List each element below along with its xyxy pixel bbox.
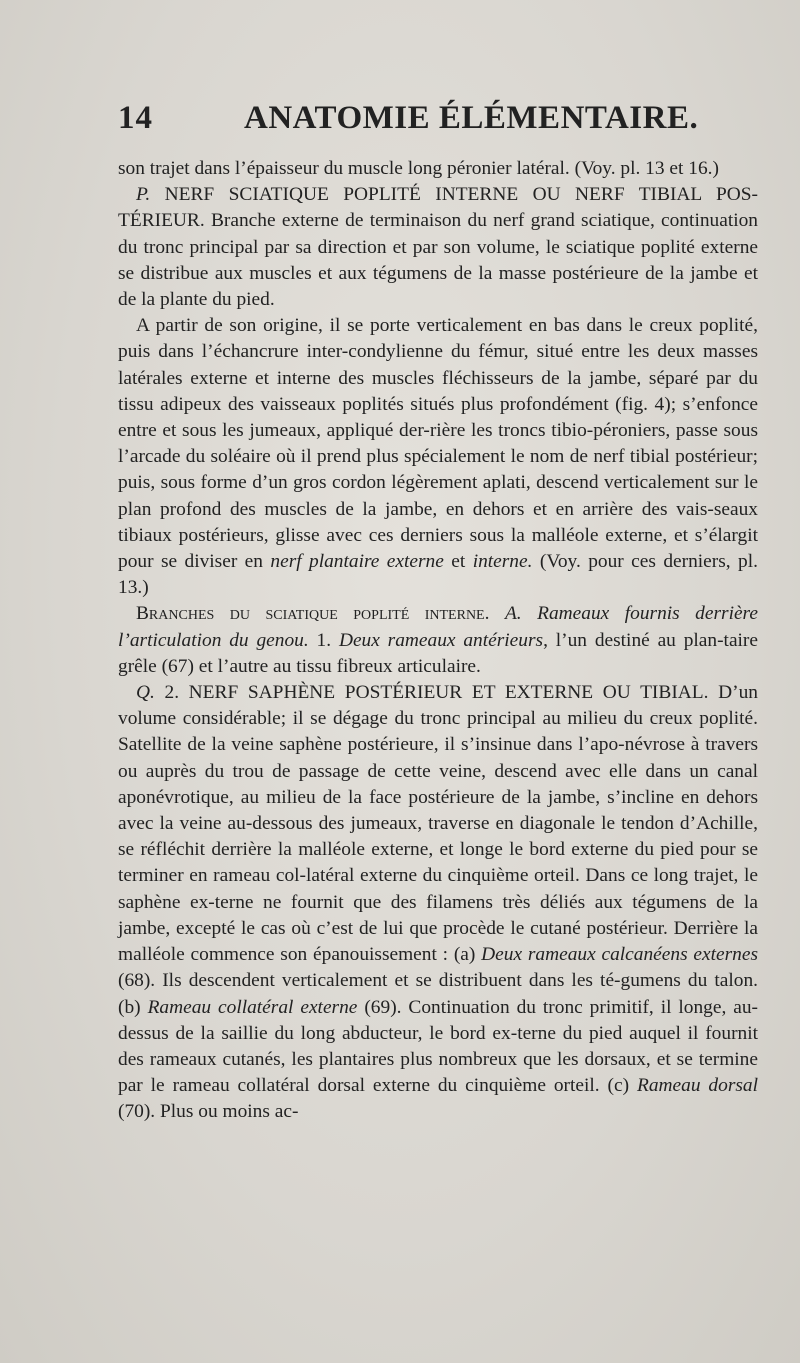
smallcaps-heading: Branches du sciatique poplité interne. [136,603,490,625]
italic-term: Deux rameaux antérieurs [338,629,544,651]
paragraph-text: 1. [316,629,332,651]
paragraph-text: D’un volume considérable; il se dégage du tronc principal au milieu du creux poplité. Satellite de la veine saphène postérieure, il s’insinue dans l’apo-névrose à travers ou auprès du trou de passage de cette veine, descend avec elle dans un canal aponévrotique, au milieu de la face postérieure de la jambe, s’incline en dehors avec la veine au-dessous des jumeaux, traverse en diagonale le tendon d’Achille, se réfléchit derrière la malléole externe, et longe le bord externe du pied pour se terminer en rameau col-latéral externe du cinquième orteil. Dans ce long trajet, le saphène ex-terne ne fournit que des filamens très déliés aux tégumens de la jambe, excepté le cas où c’est de lui que procède le cutané postérieur. Derrière la malléole commence son épanouissement : (a) [118,682,758,966]
paragraph-text: , l’un destiné au plan-taire grêle (67) et l’autre au tissu fibreux articulaire. [118,629,758,677]
section-heading-p: NERF SCIATIQUE POPLITÉ INTERNE OU NERF TIBIAL POS-TÉRIEUR. [118,184,758,232]
section-heading-q: 2. NERF SAPHÈNE POSTÉRIEUR ET EXTERNE OU TIBIAL. [164,682,709,704]
running-title: ANATOMIE ÉLÉMENTAIRE. [244,100,699,136]
italic-term: nerf plantaire externe [270,551,444,573]
italic-term: interne. [472,551,533,573]
section-label-q: Q. [136,682,155,704]
paragraph-nerf-sciatique-poplite-interne [118,182,758,313]
section-label-p: P. [136,184,151,206]
italic-term: Rameau dorsal [636,1075,758,1097]
paragraph-text: (70). Plus ou moins ac- [118,1101,299,1123]
italic-term: A. Rameaux fournis derrière l’articulation du genou. [118,603,758,651]
paragraph-text: A partir de son origine, il se porte verticalement en bas dans le creux poplité, puis dans l’échancrure inter-condylienne du fémur, situé entre les deux masses latérales externe et interne des muscles fléchisseurs de la jambe, séparé par du tissu adipeux des vaisseaux poplités situés plus profondément (fig. 4); s’enfonce entre et sous les jumeaux, appliqué der-rière les troncs tibio-péroniers, passe sous l’arcade du soléaire où il prend plus spécialement le nom de nerf tibial postérieur; puis, sous forme d’un gros cordon légèrement aplati, descend verticalement sur le plan profond des muscles de la jambe, en dehors et en arrière des vais-seaux tibiaux postérieurs, glisse avec ces derniers sous la malléole externe, et s’élargit pour se diviser en [118,315,758,573]
italic-term: Rameau collatéral externe [147,996,358,1018]
italic-term: Deux rameaux calcanéens externes [481,944,759,966]
page-number: 14 [118,100,153,136]
body-text [118,156,758,1126]
paragraph-text: (68). Ils descendent verticalement et se distribuent dans les té-gumens du talon. (b) [118,970,758,1018]
paragraph-nerf-saphene [118,680,758,1125]
paragraph-text: (Voy. pour ces derniers, pl. 13.) [118,551,758,599]
paragraph-text: (69). Continuation du tronc primitif, il longe, au-dessus de la saillie du long abducteur, le bord ex-terne du pied auquel il fournit des rameaux cutanés, les plantaires plus nombreux que les dorsaux, et se termine par le rameau collatéral dorsal externe du cinquième orteil. (c) [118,996,759,1097]
paragraph-text: et [451,551,466,573]
paragraph-continuation: son trajet dans l’épaisseur du muscle long péronier latéral. (Voy. pl. 13 et 16.) [118,158,719,179]
page-header [118,100,758,150]
paragraph-text: Branche externe de terminaison du nerf grand sciatique, continuation du tronc principal par sa direction et par son volume, le sciatique poplité externe se distribue aux muscles et aux tégumens de la masse postérieure de la jambe et de la plante du pied. [118,210,758,311]
paragraph-trajet [118,313,758,601]
paragraph-branches [118,601,758,680]
